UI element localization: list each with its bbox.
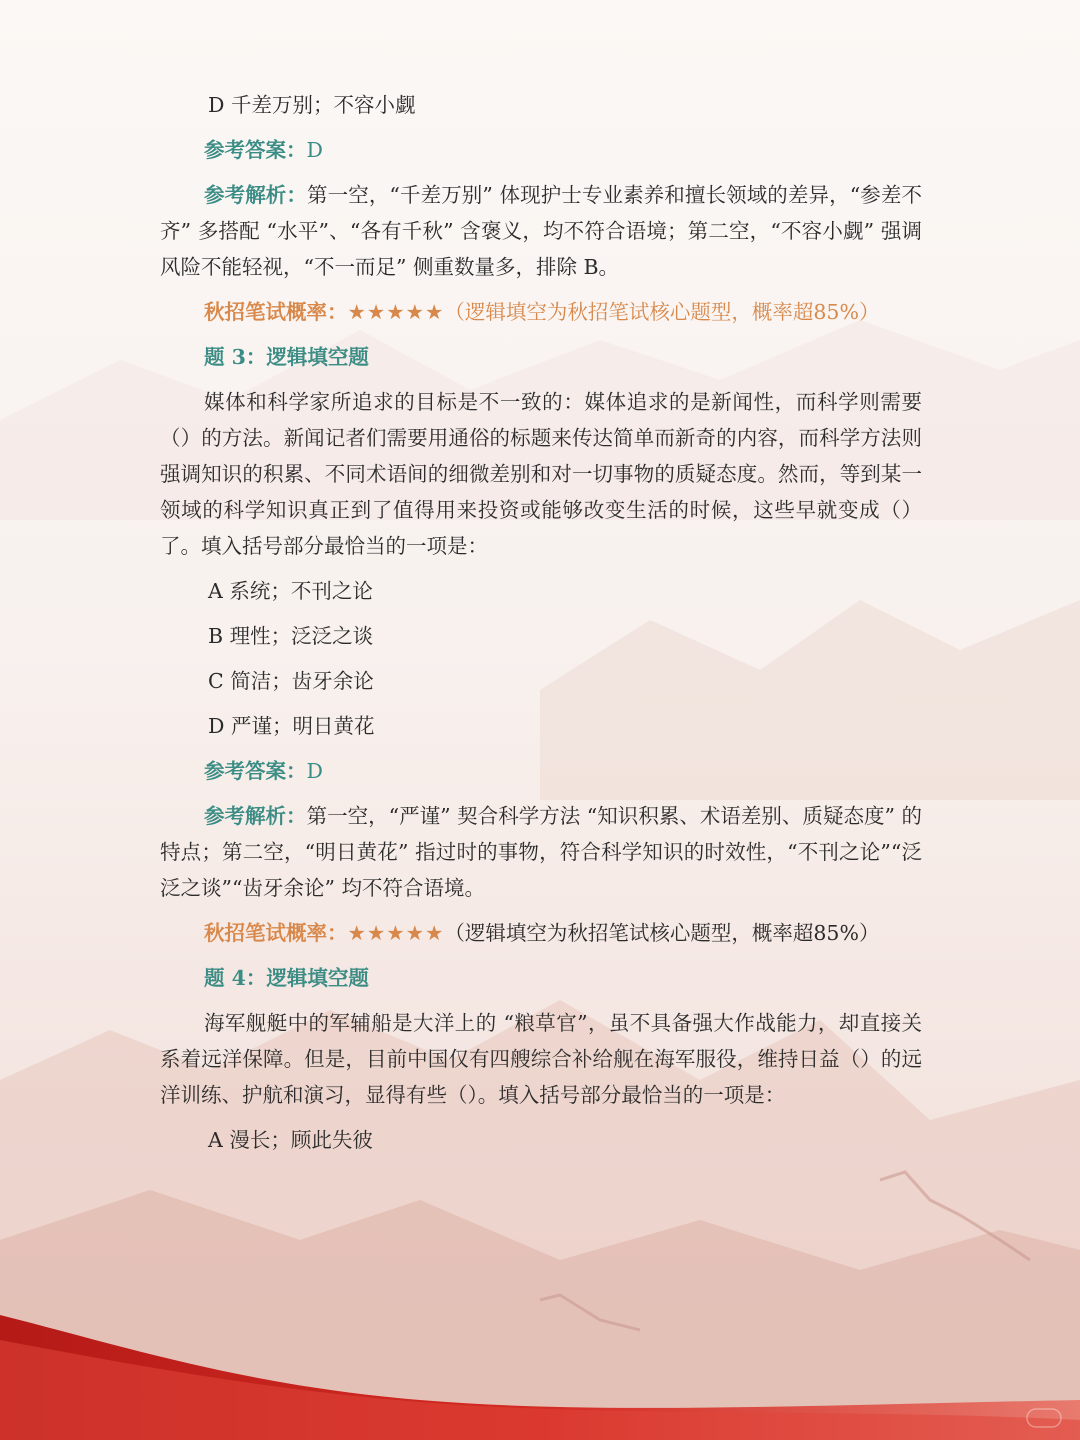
- star-rating: ★★★★★: [347, 300, 445, 324]
- answer-label: 参考答案：: [204, 759, 307, 783]
- analysis-label: 参考解析：: [204, 183, 308, 207]
- probability-label: 秋招笔试概率：: [204, 300, 348, 324]
- q3-answer: [160, 753, 922, 789]
- q4-option-a: A 漫长；顾此失彼: [208, 1128, 373, 1152]
- q3-analysis: [160, 798, 922, 906]
- q3-option-c: C 简洁；齿牙余论: [208, 669, 374, 693]
- q2-analysis: [160, 177, 922, 285]
- answer-value: D: [306, 759, 323, 783]
- q3-option-b: B 理性；泛泛之谈: [208, 624, 374, 648]
- analysis-text: 第一空，“严谨” 契合科学方法 “知识积累、术语差别、质疑态度” 的特点；第二空，“明日黄花” 指过时的事物，符合科学知识的时效性，“不刊之论”“泛泛之谈”“齿牙余论” 均不符合语境。: [160, 804, 923, 900]
- q2-answer: [160, 132, 922, 168]
- probability-text: （逻辑填空为秋招笔试核心题型，概率超85%）: [444, 300, 880, 324]
- watermark-stamp: [1026, 1408, 1062, 1428]
- answer-label: 参考答案：: [204, 138, 307, 162]
- star-rating: ★★★★★: [347, 921, 445, 945]
- analysis-label: 参考解析：: [204, 804, 307, 828]
- page-content: [160, 78, 922, 1167]
- q3-option-a: A 系统；不刊之论: [208, 579, 373, 603]
- probability-text: （逻辑填空为秋招笔试核心题型，概率超85%）: [444, 921, 880, 945]
- answer-value: D: [306, 138, 323, 162]
- q3-option-d: D 严谨；明日黄花: [208, 714, 375, 738]
- q4-title: 题 4：逻辑填空题: [204, 966, 369, 990]
- q2-option-d: D 千差万别；不容小觑: [208, 93, 416, 117]
- q2-probability: [160, 294, 922, 330]
- q3-title: 题 3：逻辑填空题: [204, 345, 369, 369]
- analysis-text: 第一空，“千差万别” 体现护士专业素养和擅长领域的差异，“参差不齐” 多搭配 “水平”、“各有千秋” 含褒义，均不符合语境；第二空，“不容小觑” 强调风险不能轻视，“不一而足” 侧重数量多，排除 B。: [160, 183, 922, 279]
- q3-probability: [160, 915, 922, 951]
- q3-stem: 媒体和科学家所追求的目标是不一致的：媒体追求的是新闻性，而科学则需要（）的方法。新闻记者们需要用通俗的标题来传达简单而新奇的内容，而科学方法则强调知识的积累、不同术语间的细微差别和对一切事物的质疑态度。然而，等到某一领域的科学知识真正到了值得用来投资或能够改变生活的时候，这些早就变成（）了。填入括号部分最恰当的一项是：: [160, 390, 922, 558]
- probability-label: 秋招笔试概率：: [204, 921, 348, 945]
- q4-stem: 海军舰艇中的军辅船是大洋上的 “粮草官”，虽不具备强大作战能力，却直接关系着远洋保障。但是，目前中国仅有四艘综合补给舰在海军服役，维持日益（）的远洋训练、护航和演习，显得有些（）。填入括号部分最恰当的一项是：: [160, 1011, 922, 1107]
